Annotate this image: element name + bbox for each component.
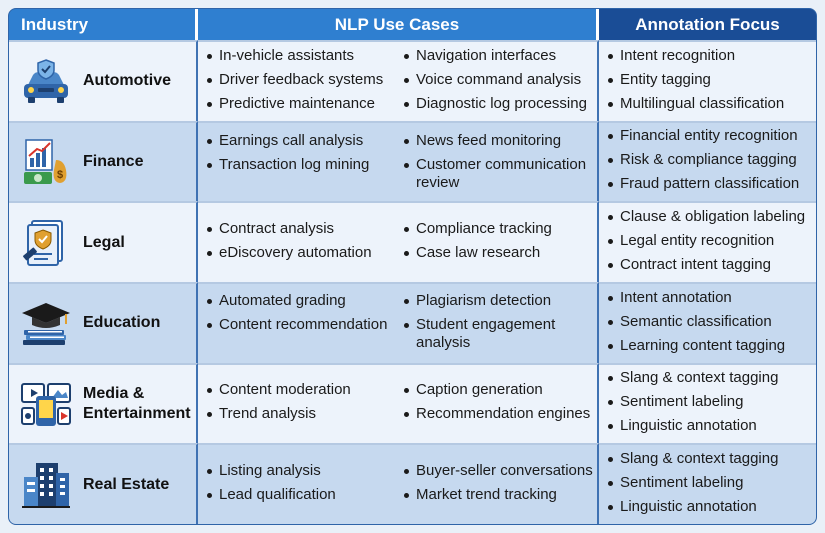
list-item: Navigation interfaces (403, 47, 587, 65)
list-item: Risk & compliance tagging (607, 151, 816, 169)
list-item: Linguistic annotation (607, 498, 816, 516)
use-cases-cell-real-estate (198, 443, 599, 524)
list-item: Intent annotation (607, 289, 816, 307)
buildings-icon (19, 458, 73, 512)
graduation-cap-books-icon (19, 296, 73, 350)
list-item: Linguistic annotation (607, 417, 816, 435)
industry-cell-real-estate (9, 443, 198, 524)
industry-cell-legal (9, 201, 198, 282)
list-item: Contract intent tagging (607, 256, 816, 274)
list-item: Contract analysis (206, 220, 372, 238)
header-industry: Industry (9, 9, 198, 40)
use-cases-cell-education (198, 282, 599, 363)
use-cases-cell-legal (198, 201, 599, 282)
industry-name: Finance (83, 152, 144, 170)
list-item: eDiscovery automation (206, 244, 372, 262)
media-devices-icon (19, 377, 73, 431)
industry-cell-education (9, 282, 198, 363)
list-item: Market trend tracking (403, 486, 593, 504)
annotation-cell-education (599, 282, 816, 363)
list-item: Automated grading (206, 292, 387, 310)
car-shield-icon (19, 54, 73, 108)
list-item: Student engagement analysis (403, 316, 597, 352)
annotation-cell-media (599, 363, 816, 444)
list-item: Transaction log mining (206, 156, 369, 174)
header-use-cases: NLP Use Cases (198, 9, 599, 40)
list-item: Diagnostic log processing (403, 95, 587, 113)
list-item: Legal entity recognition (607, 232, 816, 250)
list-item: Driver feedback systems (206, 71, 383, 89)
list-item: Trend analysis (206, 405, 351, 423)
list-item: Content recommendation (206, 316, 387, 334)
industry-cell-media (9, 363, 198, 444)
list-item: In-vehicle assistants (206, 47, 383, 65)
list-item: Earnings call analysis (206, 132, 369, 150)
industry-name: Legal (83, 233, 125, 251)
list-item: Customer communication review (403, 156, 597, 192)
use-cases-cell-finance (198, 121, 599, 202)
annotation-cell-legal (599, 201, 816, 282)
use-cases-cell-automotive (198, 40, 599, 121)
annotation-cell-real-estate (599, 443, 816, 524)
list-item: Caption generation (403, 381, 590, 399)
industry-nlp-table (8, 8, 817, 525)
list-item: Semantic classification (607, 313, 816, 331)
finance-chart-money-icon (19, 135, 73, 189)
list-item: Recommendation engines (403, 405, 590, 423)
list-item: Sentiment labeling (607, 474, 816, 492)
list-item: Slang & context tagging (607, 450, 816, 468)
industry-cell-finance (9, 121, 198, 202)
list-item: Lead qualification (206, 486, 336, 504)
list-item: Buyer-seller conversations (403, 462, 593, 480)
header-annotation-focus: Annotation Focus (599, 9, 816, 40)
list-item: News feed monitoring (403, 132, 597, 150)
list-item: Listing analysis (206, 462, 336, 480)
list-item: Intent recognition (607, 47, 816, 65)
list-item: Sentiment labeling (607, 393, 816, 411)
list-item: Voice command analysis (403, 71, 587, 89)
list-item: Clause & obligation labeling (607, 208, 816, 226)
annotation-cell-finance (599, 121, 816, 202)
list-item: Entity tagging (607, 71, 816, 89)
list-item: Content moderation (206, 381, 351, 399)
list-item: Multilingual classification (607, 95, 816, 113)
list-item: Predictive maintenance (206, 95, 383, 113)
industry-name: Automotive (83, 72, 171, 90)
list-item: Slang & context tagging (607, 369, 816, 387)
svg-text:$: $ (56, 168, 64, 181)
list-item: Learning content tagging (607, 337, 816, 355)
list-item: Case law research (403, 244, 552, 262)
annotation-cell-automotive (599, 40, 816, 121)
industry-name: Real Estate (83, 475, 170, 493)
list-item: Compliance tracking (403, 220, 552, 238)
industry-name: Education (83, 314, 161, 332)
list-item: Fraud pattern classification (607, 175, 816, 193)
list-item: Plagiarism detection (403, 292, 597, 310)
list-item: Financial entity recognition (607, 127, 816, 145)
industry-name: Media & Entertainment (83, 384, 191, 422)
legal-document-gavel-icon (19, 216, 73, 270)
industry-cell-automotive (9, 40, 198, 121)
use-cases-cell-media (198, 363, 599, 444)
